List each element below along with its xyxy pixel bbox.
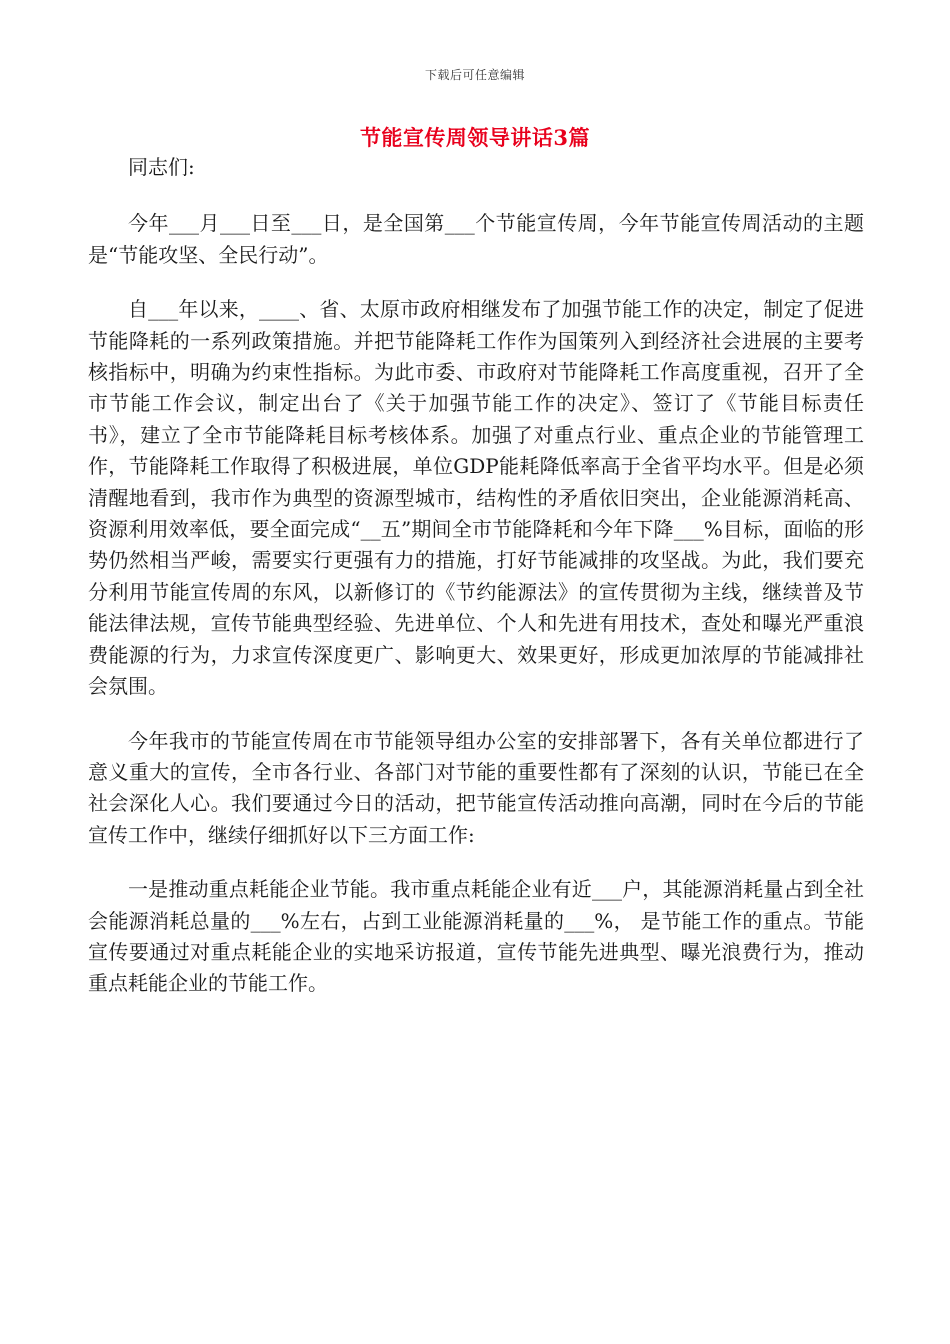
document-title: 节能宣传周领导讲话3篇 bbox=[359, 125, 591, 150]
download-note: 下载后可任意编辑 bbox=[424, 68, 525, 82]
paragraph-3: 今年我市的节能宣传周在市节能领导组办公室的安排部署下，各有关单位都进行了意义重大的宣传，全市各行业、各部门对节能的重要性都有了深刻的认识，节能已在全社会深化人心。我们要通过今日的活动，把节能宣传活动推向高潮，同时在今后的节能宣传工作中，继续仔细抓好以下三方面工作: bbox=[88, 728, 864, 847]
document-body bbox=[88, 152, 864, 1023]
greeting-line: 同志们: bbox=[128, 155, 195, 179]
paragraph-1: 今年___月___日至___日，是全国第___个节能宣传周，今年节能宣传周活动的主题是“节能攻坚、全民行动”。 bbox=[88, 211, 864, 267]
paragraph-2: 自___年以来，____、省、太原市政府相继发布了加强节能工作的决定，制定了促进节能降耗的一系列政策措施。并把节能降耗工作作为国策列入到经济社会进展的主要考核指标中，明确为约束性指标。为此市委、市政府对节能降耗工作高度重视，召开了全市节能工作会议，制定出台了《关于加强节能工作的决定》、签订了《节能目标责任书》，建立了全市节能降耗目标考核体系。加强了对重点行业、重点企业的节能管理工作，节能降耗工作取得了积极进展，单位GDP能耗降低率高于全省平均水平。但是必须清醒地看到，我市作为典型的资源型城市，结构性的矛盾依旧突出，企业能源消耗高、资源利用效率低，要全面完成“__五”期间全市节能降耗和今年下降___%目标，面临的形势仍然相当严峻，需要实行更强有力的措施，打好节能减排的攻坚战。为此，我们要充分利用节能宣传周的东风，以新修订的《节约能源法》的宣传贯彻为主线，继续普及节能法律法规，宣传节能典型经验、先进单位、个人和先进有用技术，查处和曝光严重浪费能源的行为，力求宣传深度更广、影响更大、效果更好，形成更加浓厚的节能减排社会氛围。 bbox=[88, 297, 864, 699]
paragraph-4: 一是推动重点耗能企业节能。我市重点耗能企业有近___户，其能源消耗量占到全社会能源消耗总量的___%左右，占到工业能源消耗量的___%， 是节能工作的重点。节能宣传要通过对重点耗能企业的实地采访报道，宣传节能先进典型、曝光浪费行为，推动重点耗能企业的节能工作。 bbox=[88, 877, 864, 996]
